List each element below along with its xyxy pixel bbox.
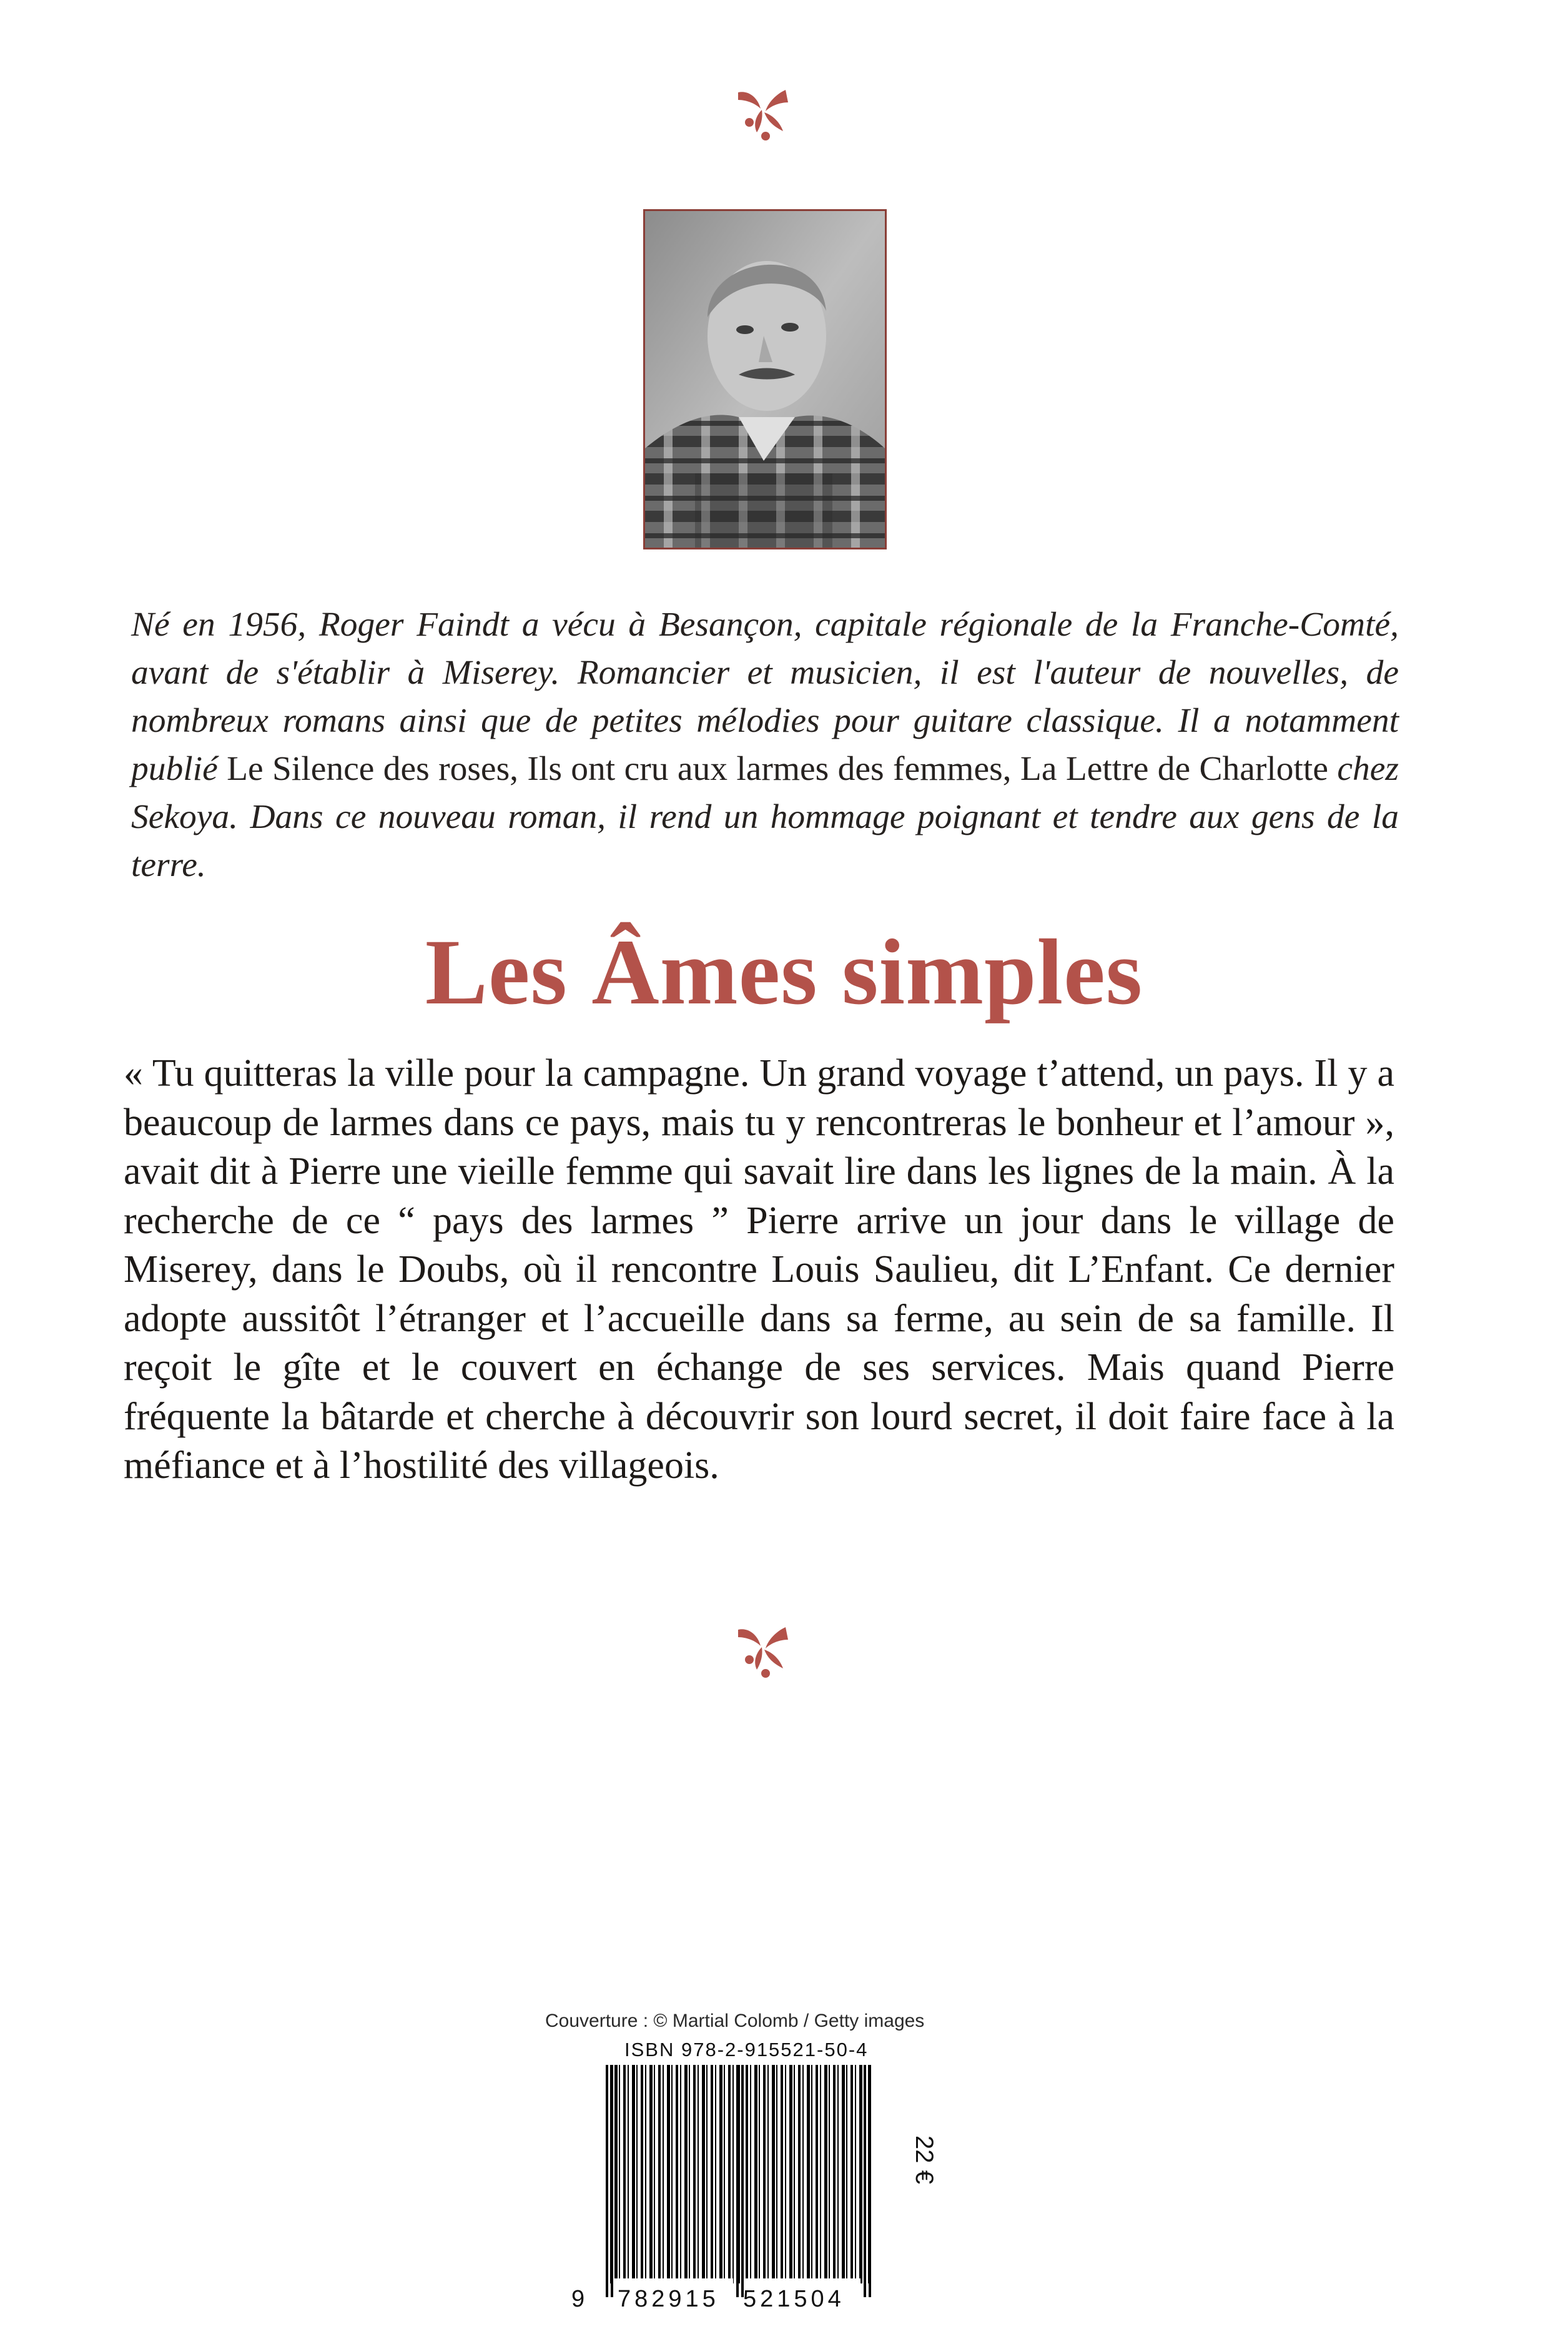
barcode-first-digit: 9 <box>571 2286 585 2312</box>
price: 22 € <box>910 2135 938 2184</box>
bio-text-1: Né en 1956, Roger Faindt a vécu à Besançon, capitale régionale de la Franche-Comté, avant de s'établir à Miserey. Romancier et musicien, il est l'auteur de nouvelles, de nombreux romans ainsi que de petites mélodies pour guitare classique. Il a notamment publié <box>131 606 1399 788</box>
book-title: Les Âmes simples <box>425 920 1143 1024</box>
bio-text-2: chez Sekoya. Dans ce nouveau roman, il rend un hommage poignant et tendre aux gens de la terre. <box>131 750 1399 884</box>
synopsis: « Tu quitteras la ville pour la campagne. Un grand voyage t’attend, un pays. Il y a beaucoup de larmes dans ce pays, mais tu y rencontreras le bonheur et l’amour », avait dit à Pierre une vieille femme qui savait lire dans les lignes de la main. À la recherche de ce “ pays des larmes ” Pierre arrive un jour dans le village de Miserey, dans le Doubs, où il rencontre Louis Saulieu, dit L’Enfant. Ce dernier adopte aussitôt l’étranger et l’accueille dans sa ferme, au sein de sa famille. Il reçoit le gîte et le couvert en échange de ses services. Mais quand Pierre fréquente la bâtarde et cherche à découvrir son lourd secret, il doit faire face à la méfiance et à l’hostilité des villageois. <box>124 1052 1394 1487</box>
cover-credit: Couverture : © Martial Colomb / Getty images <box>545 2011 925 2031</box>
bio-works: Le Silence des roses, Ils ont cru aux larmes des femmes, La Lettre de Charlotte <box>227 750 1328 788</box>
barcode-guard <box>869 2065 871 2297</box>
barcode <box>559 2039 959 2313</box>
barcode-guard <box>736 2065 739 2297</box>
fleuron-icon <box>731 1618 793 1681</box>
barcode-guard <box>741 2065 744 2297</box>
barcode-guard <box>611 2065 613 2297</box>
author-bio <box>131 601 1399 889</box>
author-portrait <box>645 211 885 548</box>
fleuron-icon <box>731 81 793 144</box>
author-photo <box>643 209 887 549</box>
barcode-left-digits: 782915 <box>618 2286 719 2312</box>
barcode-right-digits: 521504 <box>743 2286 845 2312</box>
barcode-guard <box>606 2065 608 2297</box>
barcode-guard <box>864 2065 866 2297</box>
isbn-label: ISBN 978-2-915521-50-4 <box>624 2039 869 2061</box>
barcode-bars <box>606 2065 871 2283</box>
